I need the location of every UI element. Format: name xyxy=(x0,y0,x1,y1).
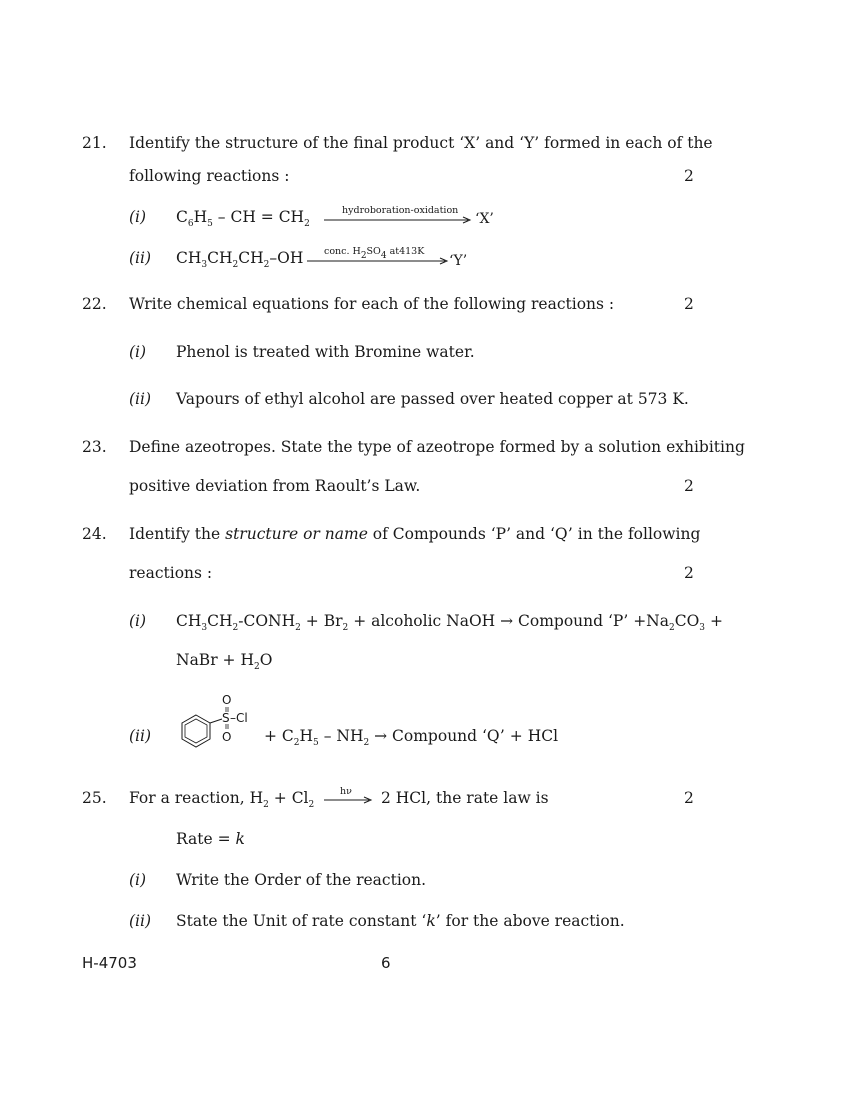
q22-i-label: (i) xyxy=(129,343,147,361)
q24-marks: 2 xyxy=(684,564,694,582)
q22-text: Write chemical equations for each of the following reactions : xyxy=(129,295,615,313)
q24-i-label: (i) xyxy=(129,612,147,630)
page-number: 6 xyxy=(381,954,391,972)
q25-text-rest: 2 HCl, the rate law is xyxy=(381,789,549,807)
mol-chlorine: –Cl xyxy=(230,711,248,725)
q24-number: 24. xyxy=(82,525,107,543)
q21-ii-arrow xyxy=(307,244,451,268)
q23-text-line1: Define azeotropes. State the type of azeotrope formed by a solution exhibiting xyxy=(129,438,745,456)
q21-text-line2: following reactions : xyxy=(129,167,290,185)
q22-number: 22. xyxy=(82,295,107,313)
q21-ii-product: ‘Y’ xyxy=(449,253,468,269)
q21-ii-label: (ii) xyxy=(129,249,152,267)
q23-marks: 2 xyxy=(684,477,694,495)
q25-ii-label: (ii) xyxy=(129,912,152,930)
benzenesulfonyl-chloride-structure xyxy=(176,692,256,752)
q21-marks: 2 xyxy=(684,167,694,185)
q21-i-arrow xyxy=(324,203,474,227)
q25-i-label: (i) xyxy=(129,871,147,889)
reaction-arrow-icon xyxy=(324,785,374,807)
mol-oxygen-bottom: O xyxy=(222,730,232,744)
q24-ii-equation: + $C_2H_5 - NH_2$ → Compound ‘Q’ + HCl xyxy=(264,727,559,748)
paper-code: H-4703 xyxy=(82,954,137,972)
q21-i-reactant: $C_6H_5$ – CH = $CH_2$ xyxy=(176,208,310,229)
q24-ii-label: (ii) xyxy=(129,727,152,745)
q22-i-text: Phenol is treated with Bromine water. xyxy=(176,343,475,361)
mol-sulfur: S xyxy=(222,711,230,725)
q22-ii-label: (ii) xyxy=(129,390,152,408)
q25-rate-law: Rate = k xyxy=(176,830,245,848)
q25-text-reactants: For a reaction, $H_2 + Cl_2$ xyxy=(129,789,315,810)
mol-oxygen-top: O xyxy=(222,693,232,707)
q21-i-arrow-label: hydroboration-oxidation xyxy=(342,205,459,216)
q25-arrow-label: hν xyxy=(340,786,352,797)
q23-number: 23. xyxy=(82,438,107,456)
reaction-arrow-icon xyxy=(307,244,451,268)
q22-marks: 2 xyxy=(684,295,694,313)
q24-i-equation: $CH_3CH_2-CONH_2 + Br_2$ + alcoholic NaOH → Compound ‘P’ $+Na_2CO_3$ + xyxy=(176,612,723,633)
q24-text-line1: Identify the structure or name of Compounds ‘P’ and ‘Q’ in the following xyxy=(129,525,701,543)
q24-i-equation-line2: NaBr + $H_2O$ xyxy=(176,651,273,672)
reaction-arrow-icon xyxy=(324,203,474,227)
q21-i-product: ‘X’ xyxy=(475,211,494,227)
q21-i-label: (i) xyxy=(129,208,147,226)
q25-marks: 2 xyxy=(684,789,694,807)
q25-ii-text: State the Unit of rate constant ‘k’ for the above reaction. xyxy=(176,912,625,930)
q21-text-line1: Identify the structure of the final product ‘X’ and ‘Y’ formed in each of the xyxy=(129,134,713,152)
q25-i-text: Write the Order of the reaction. xyxy=(176,871,427,889)
q21-ii-arrow-label: conc. $H_2SO_4$ at413K xyxy=(324,246,425,261)
q21-number: 21. xyxy=(82,134,107,152)
q23-text-line2: positive deviation from Raoult’s Law. xyxy=(129,477,421,495)
q21-ii-reactant: $CH_3CH_2CH_2-OH$ xyxy=(176,249,304,270)
q25-number: 25. xyxy=(82,789,107,807)
q25-arrow xyxy=(324,785,374,807)
q22-ii-text: Vapours of ethyl alcohol are passed over heated copper at 573 K. xyxy=(176,390,689,408)
q24-text-line2: reactions : xyxy=(129,564,213,582)
